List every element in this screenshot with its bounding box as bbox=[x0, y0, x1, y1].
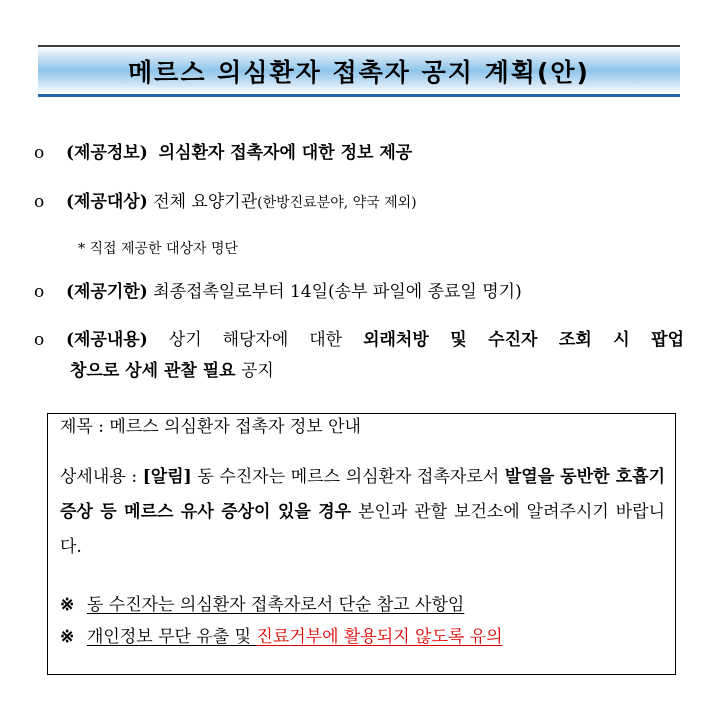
page-title: 메르스 의심환자 접촉자 공지 계획(안) bbox=[128, 57, 590, 87]
bullet-heading: (제공대상) bbox=[66, 192, 148, 212]
bullet-heading: (제공내용) bbox=[66, 330, 148, 350]
bullet-text: 전체 요양기관 bbox=[153, 192, 258, 212]
body-alert: [알림] bbox=[142, 467, 192, 487]
bullet-text-pre: 상기 해당자에 대한 bbox=[168, 330, 364, 350]
bullet-heading: (제공정보) bbox=[66, 143, 148, 163]
body-text-1: 동 수진자는 메르스 의심환자 접촉자로서 bbox=[191, 467, 505, 487]
notice-subject bbox=[60, 416, 665, 438]
bullet-item-content bbox=[34, 325, 684, 387]
bullet-text: 의심환자 접촉자에 대한 정보 제공 bbox=[158, 143, 413, 163]
notice-body bbox=[60, 460, 665, 565]
reference-mark-icon: ※ bbox=[60, 595, 75, 615]
bullet-item-target bbox=[34, 187, 684, 219]
bullet-text-bold-2: 창으로 상세 관찰 필요 bbox=[70, 361, 236, 381]
bullet-text-post: 공지 bbox=[235, 361, 274, 381]
bullet-marker: o bbox=[34, 143, 45, 163]
bullet-marker: o bbox=[34, 192, 45, 212]
notice-box bbox=[47, 413, 676, 675]
bullet-marker: o bbox=[34, 330, 45, 350]
bullet-item-info bbox=[34, 138, 684, 169]
bullet-text: 최종접촉일로부터 14일(송부 파일에 종료일 명기) bbox=[153, 282, 522, 302]
bullet-heading: (제공기한) bbox=[66, 282, 148, 302]
subject-label: 제목 : bbox=[60, 417, 110, 437]
warning-text-1: 동 수진자는 의심환자 접촉자로서 단순 참고 사항임 bbox=[87, 595, 465, 615]
body-label: 상세내용 : bbox=[60, 467, 143, 487]
reference-mark-icon: ※ bbox=[60, 627, 75, 647]
warning-line-2 bbox=[60, 626, 503, 648]
warning-line-1 bbox=[60, 594, 464, 616]
bullet-item-deadline bbox=[34, 277, 684, 308]
bullet-text-bold: 외래처방 및 수진자 조회 시 팝업 bbox=[363, 330, 685, 350]
subject-text: 메르스 의심환자 접촉자 정보 안내 bbox=[109, 417, 361, 437]
footnote-text: * 직접 제공한 대상자 명단 bbox=[78, 241, 239, 257]
title-banner bbox=[38, 45, 680, 97]
warning-text-2-red: 진료거부에 활용되지 않도록 유의 bbox=[256, 627, 503, 647]
bullet-paren-text: (한방진료분야, 약국 제외) bbox=[257, 195, 417, 211]
warning-text-2a: 개인정보 무단 유출 및 bbox=[87, 627, 257, 647]
body-text-2: 본인과 관할 보건소에 알려주시기 바랍니다. bbox=[60, 502, 665, 557]
bullet-marker: o bbox=[34, 282, 45, 302]
body-bold-text: 발열을 동반한 호흡기 증상 등 메르스 유사 증상이 있을 경우 bbox=[60, 467, 665, 522]
